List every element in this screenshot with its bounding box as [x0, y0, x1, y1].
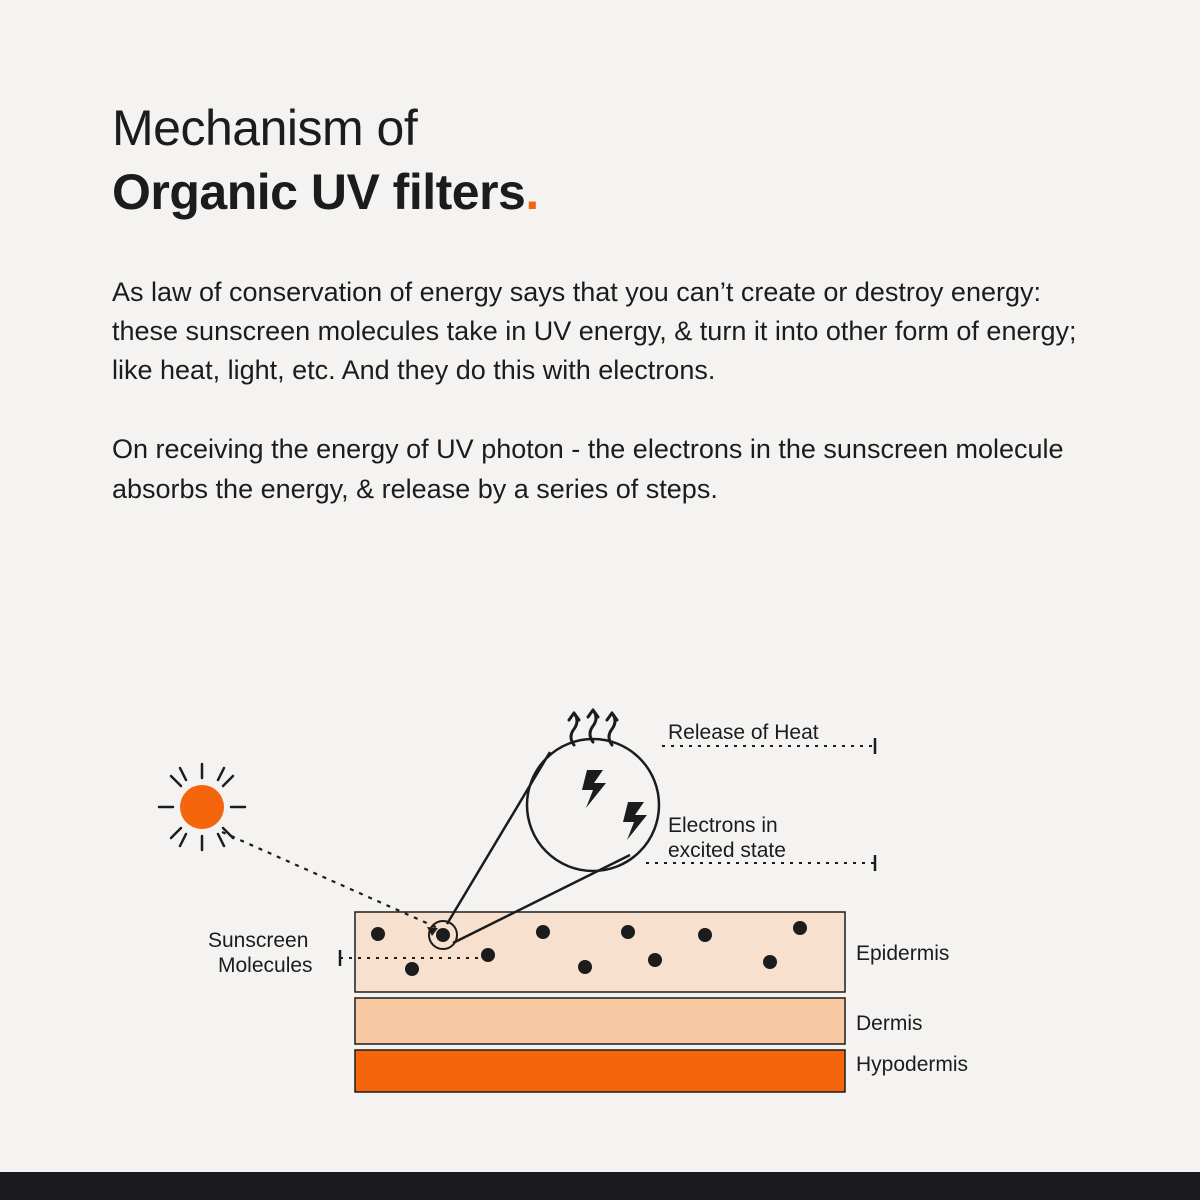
skin-absorption-diagram [150, 660, 1070, 1120]
body-paragraph-2: On receiving the energy of UV photon - the electrons in the sunscreen molecule absorbs the energy, & release by a series of steps. [112, 434, 1064, 504]
epidermis-layer [355, 912, 845, 992]
sunscreen-molecules-label-line2: Molecules [218, 954, 313, 977]
page-title-line2 [112, 164, 1112, 222]
body-paragraph-1: As law of conservation of energy says that you can’t create or destroy energy: these sunscreen molecules take in UV energy, & turn it into other form of energy; like heat, light, etc. And they do this with electrons. [112, 277, 1077, 386]
bottom-bar [0, 1172, 1200, 1200]
electrons-excited-label-line1: Electrons in [668, 814, 778, 837]
dermis-label: Dermis [856, 1012, 923, 1035]
dermis-layer [355, 998, 845, 1044]
electrons-excited-label-line2: excited state [668, 839, 786, 862]
title-accent-dot: . [525, 163, 539, 220]
sunscreen-molecules-label-line1: Sunscreen [208, 929, 309, 952]
release-of-heat-label: Release of Heat [668, 721, 819, 744]
epidermis-label: Epidermis [856, 942, 950, 965]
slide-content [112, 100, 1112, 536]
page-title-line2-text: Organic UV filters [112, 163, 526, 220]
hypodermis-layer [355, 1050, 845, 1092]
heat-release-arrows [569, 710, 617, 745]
page-title-line1: Mechanism of [112, 100, 418, 156]
electron-bolt-icons [582, 770, 647, 840]
hypodermis-label: Hypodermis [856, 1053, 969, 1076]
